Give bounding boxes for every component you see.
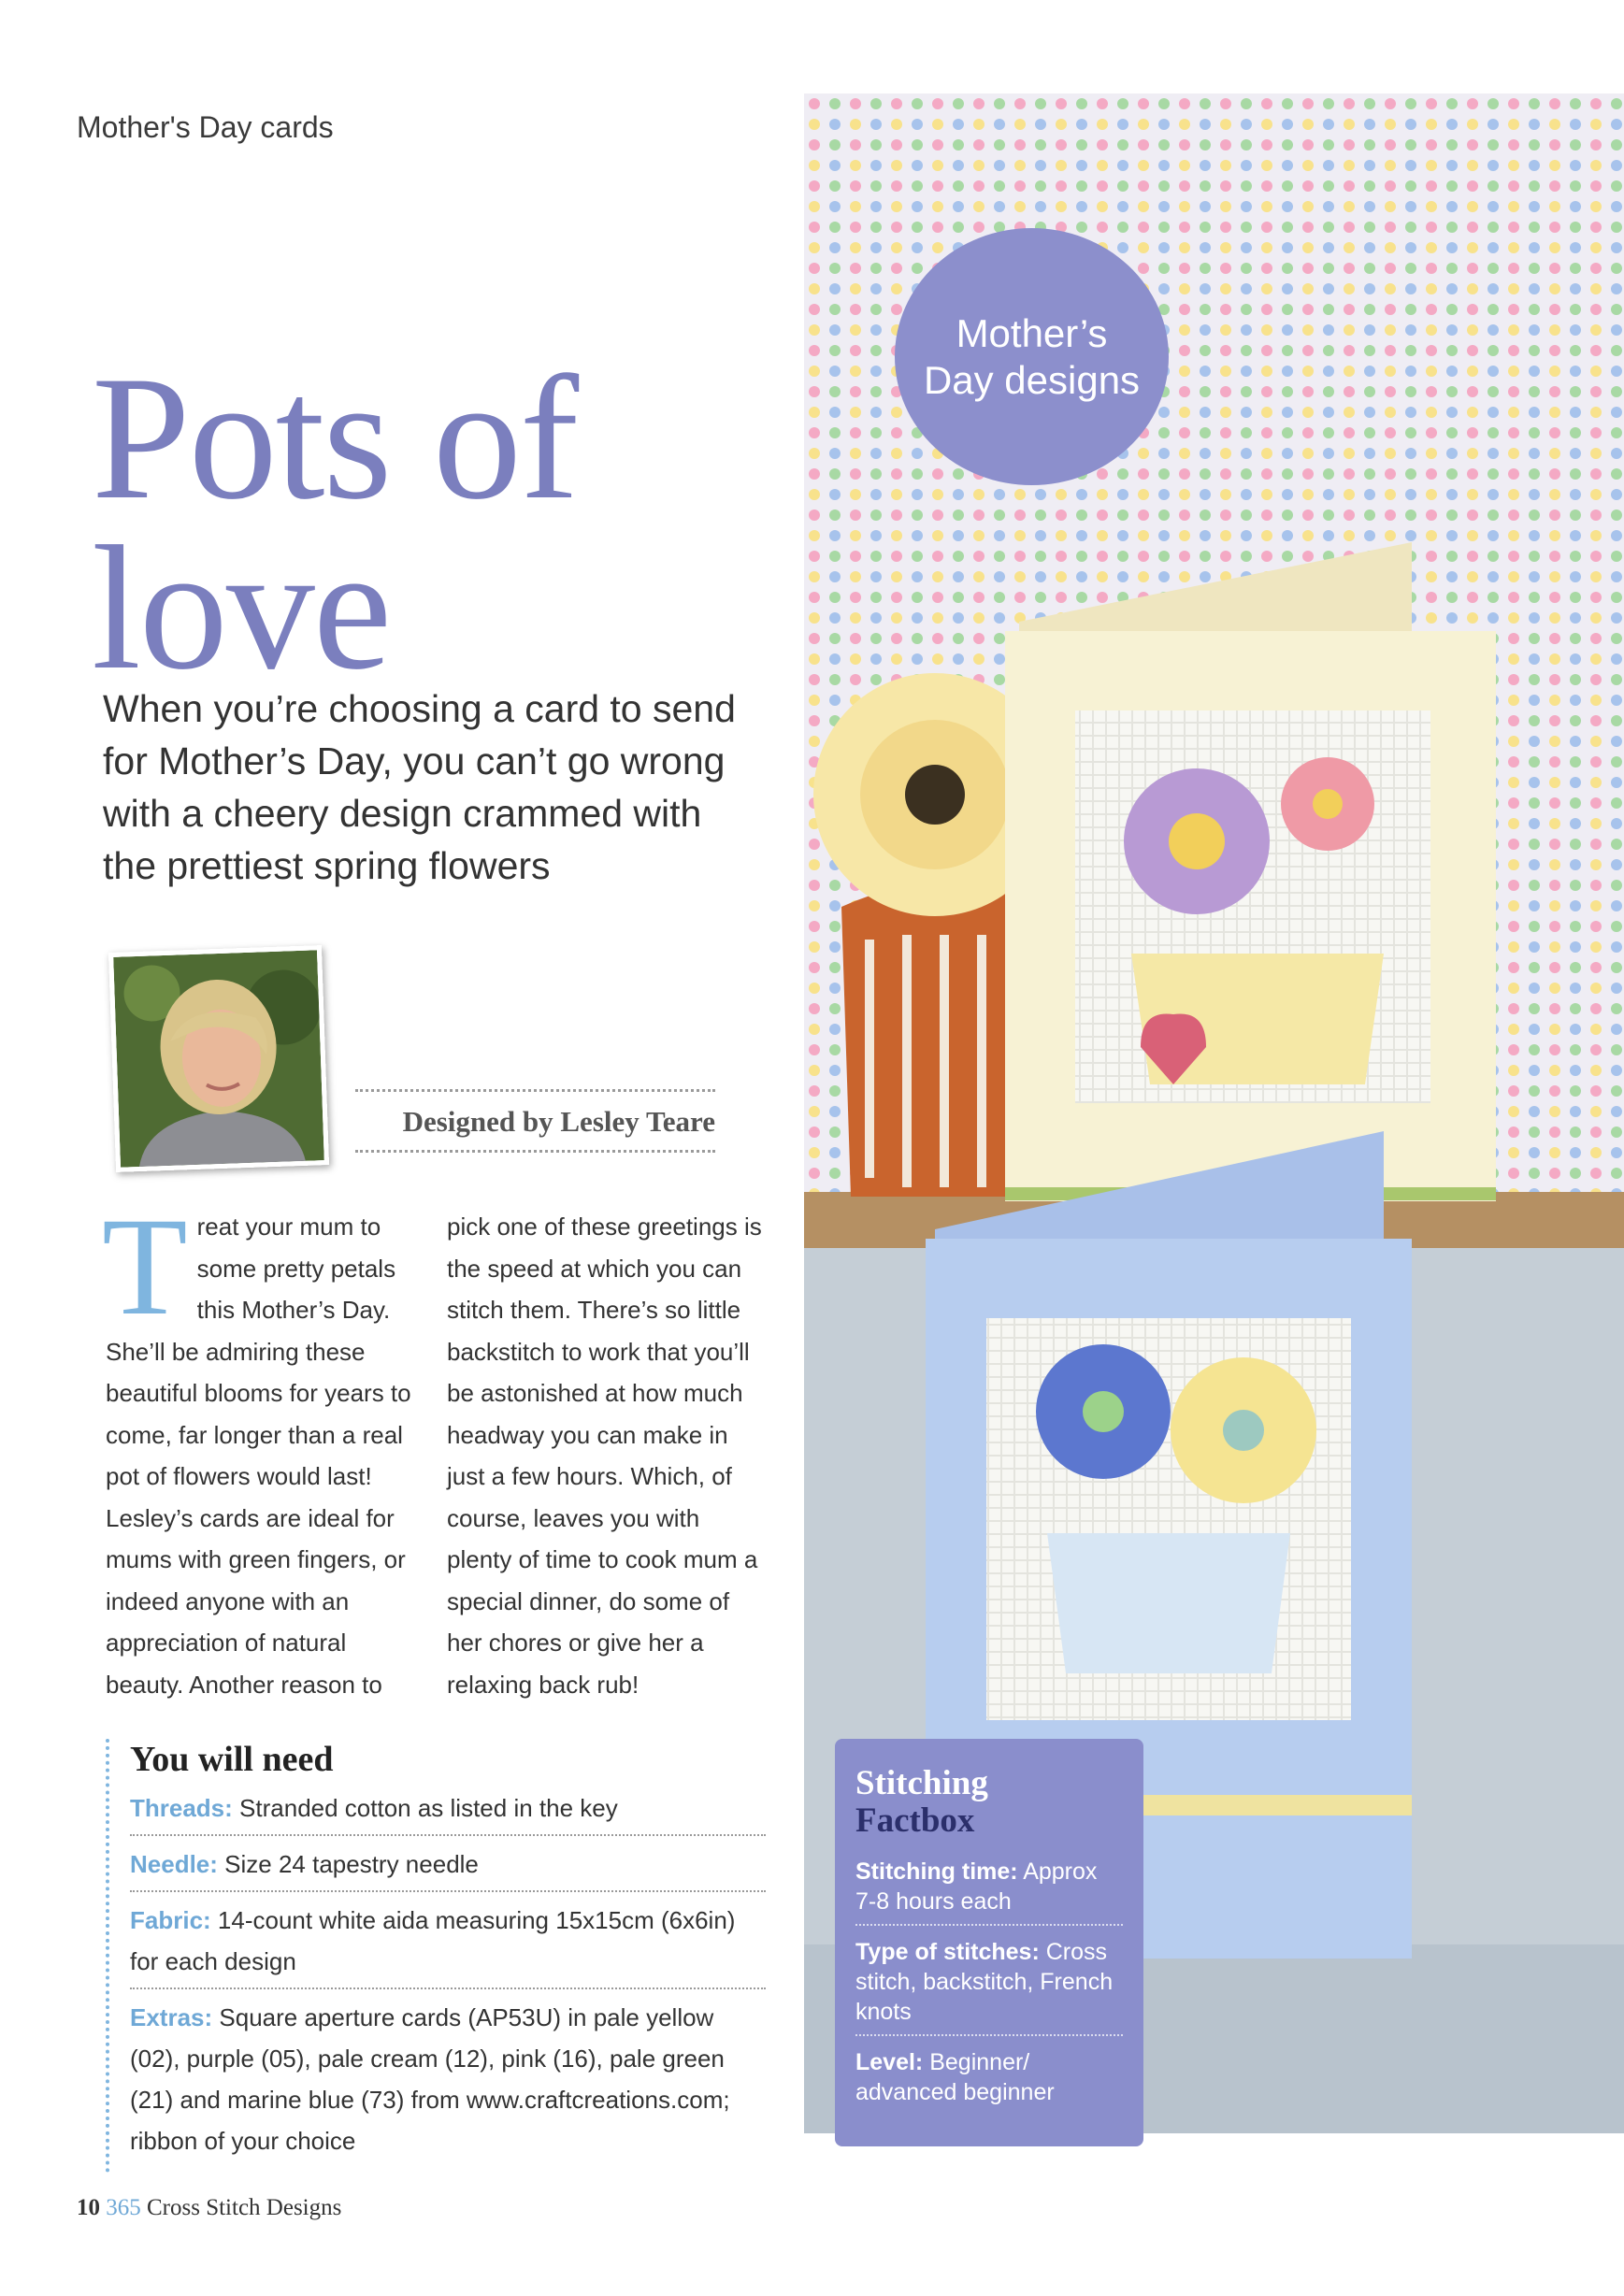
need-label: Fabric: [130,1906,211,1934]
need-item-extras [130,1995,766,2167]
need-item-needle [130,1842,766,1892]
factbox-item-time [855,1853,1123,1926]
badge-line-2: Day designs [923,357,1141,402]
you-will-need-title: You will need [130,1740,334,1779]
factbox-label: Type of stitches: [855,1939,1040,1965]
headline [92,340,765,707]
need-text: 14-count white aida measuring 15x15cm (6x6in) for each design [130,1906,736,1975]
need-text: Size 24 tapestry needle [224,1850,479,1878]
drop-cap: T [102,1189,188,1344]
need-item-threads [130,1786,766,1836]
factbox-title [855,1765,1123,1840]
factbox-label: Level: [855,2049,924,2075]
byline: Designed by Lesley Teare [355,1089,715,1153]
body-text-1: reat your mum to some pretty petals this Mother’s Day. She’ll be admiring these beautiful blooms for years to come, far longer than a real pot of flowers would last! Lesley’s cards are ideal for mums with green fingers, or indeed anyone with an appreciation of natural beauty. Another reason to [106,1213,411,1699]
factbox-label: Stitching time: [855,1858,1018,1885]
portrait-illustration [113,950,324,1167]
body-column-2: pick one of these greetings is the speed at which you can stitch them. There’s so little backstitch to work that you’ll be astonished at how much headway you can make in just a few hours. Which, of course, leaves you with plenty of time to cook mum a special dinner, do some of her chores or give her a relaxing back rub! [447,1213,762,1699]
mothers-day-badge [895,228,1169,485]
page-folio [77,2195,341,2221]
need-text: Square aperture cards (AP53U) in pale yellow (02), purple (05), pale cream (12), pink (16), pale green (21) and marine blue (73) from www.craftcreations.com; ribbon of your choice [130,2003,730,2155]
standfirst: When you’re choosing a card to send for Mother’s Day, you can’t go wrong with a cheery design crammed with the prettiest spring flowers [103,687,736,887]
you-will-need-box [106,1739,766,2173]
badge-line-1: Mother’s [956,310,1108,355]
designer-portrait [108,945,329,1172]
need-label: Threads: [130,1794,233,1822]
need-item-fabric [130,1898,766,1989]
need-label: Extras: [130,2003,213,2031]
factbox-text: Cross stitch, backstitch, French knots [855,1939,1114,2025]
factbox-item-level [855,2044,1123,2115]
section-label: Mother's Day cards [77,110,334,144]
stitching-factbox [835,1739,1143,2146]
factbox-item-stitches [855,1933,1123,2036]
factbox-title-2: Factbox [855,1801,975,1840]
factbox-title-1: Stitching [855,1764,988,1802]
body-column-1 [102,1189,424,1705]
need-label: Needle: [130,1850,218,1878]
headline-line-1: Pots of [92,340,578,537]
page-number: 10 [77,2195,100,2220]
headline-line-2: love [92,510,391,707]
factbox-text: Approx 7-8 hours each [855,1858,1098,1915]
need-text: Stranded cotton as listed in the key [239,1794,618,1822]
brand-name: Cross Stitch Designs [147,2195,342,2220]
factbox-text: Beginner/ advanced beginner [855,2049,1055,2105]
brand-number: 365 [106,2195,141,2220]
